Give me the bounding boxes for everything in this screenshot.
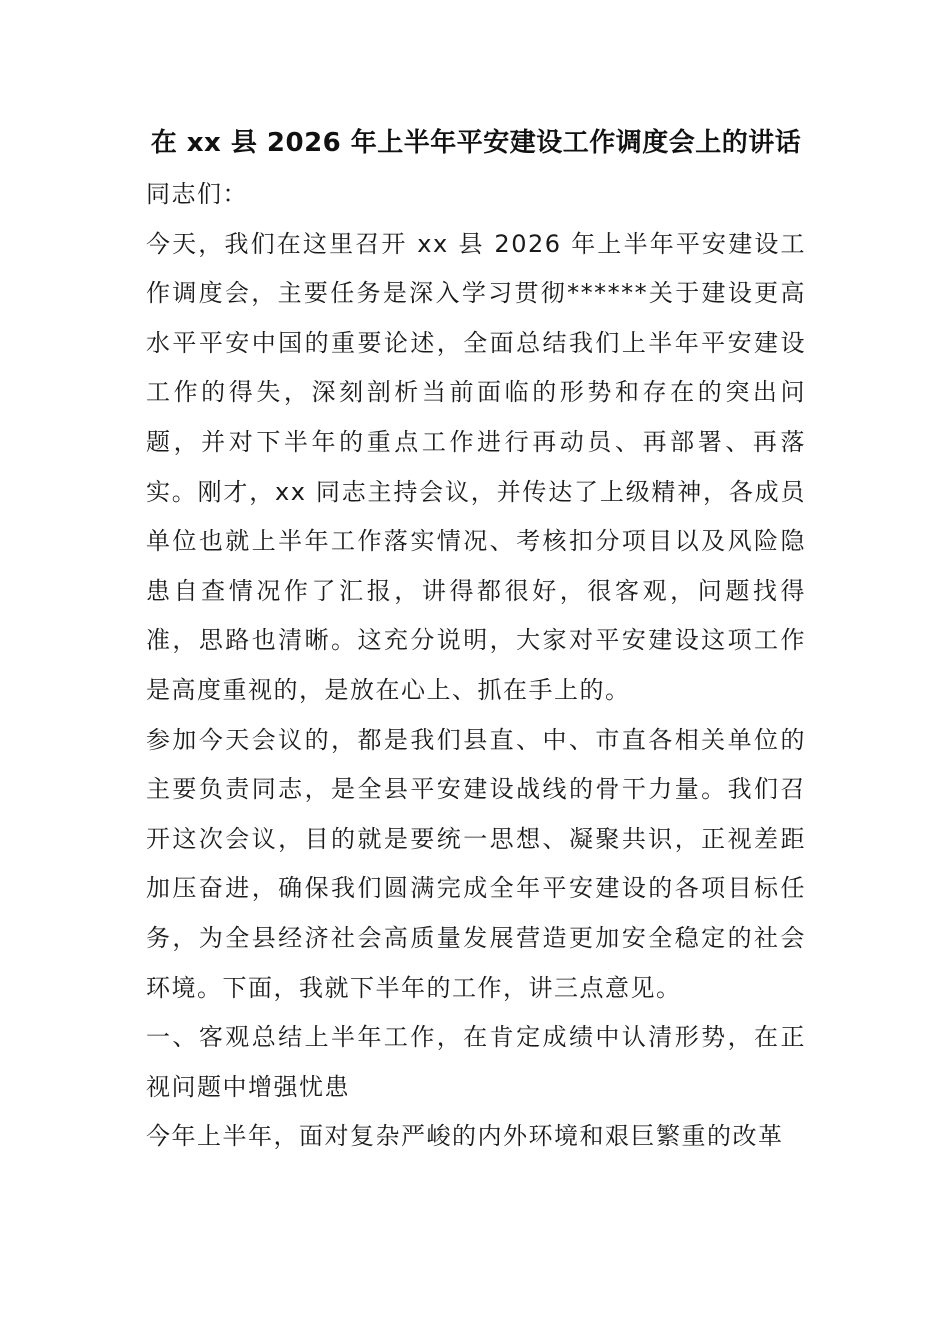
paragraph-attendees: 参加今天会议的，都是我们县直、中、市直各相关单位的主要负责同志，是全县平安建设战线的骨干力量。我们召开这次会议，目的就是要统一思想、凝聚共识，正视差距加压奋进，确保我们圆满完成全年平安建设的各项目标任务，为全县经济社会高质量发展营造更加安全稳定的社会环境。下面，我就下半年的工作，讲三点意见。 [146,725,806,1002]
paragraph-opening: 今天，我们在这里召开 xx 县 2026 年上半年平安建设工作调度会，主要任务是深入学习贯彻******关于建设更高水平平安中国的重要论述，全面总结我们上半年平安建设工作的得失，深刻剖析当前面临的形势和存在的突出问题，并对下半年的重点工作进行再动员、再部署、再落实。刚才，xx 同志主持会议，并传达了上级精神，各成员单位也就上半年工作落实情况、考核扣分项目以及风险隐患自查情况作了汇报，讲得都很好，很客观，问题找得准，思路也清晰。这充分说明，大家对平安建设这项工作是高度重视的，是放在心上、抓在手上的。 [146,229,806,704]
paragraph-first-half-review: 今年上半年，面对复杂严峻的内外环境和艰巨繁重的改革 [146,1122,784,1151]
document-title: 在 xx 县 2026 年上半年平安建设工作调度会上的讲话 [150,128,802,158]
document-body [146,118,806,1162]
section-heading-1: 一、客观总结上半年工作，在肯定成绩中认清形势，在正视问题中增强忧患 [146,1023,806,1101]
salutation: 同志们： [146,180,248,208]
